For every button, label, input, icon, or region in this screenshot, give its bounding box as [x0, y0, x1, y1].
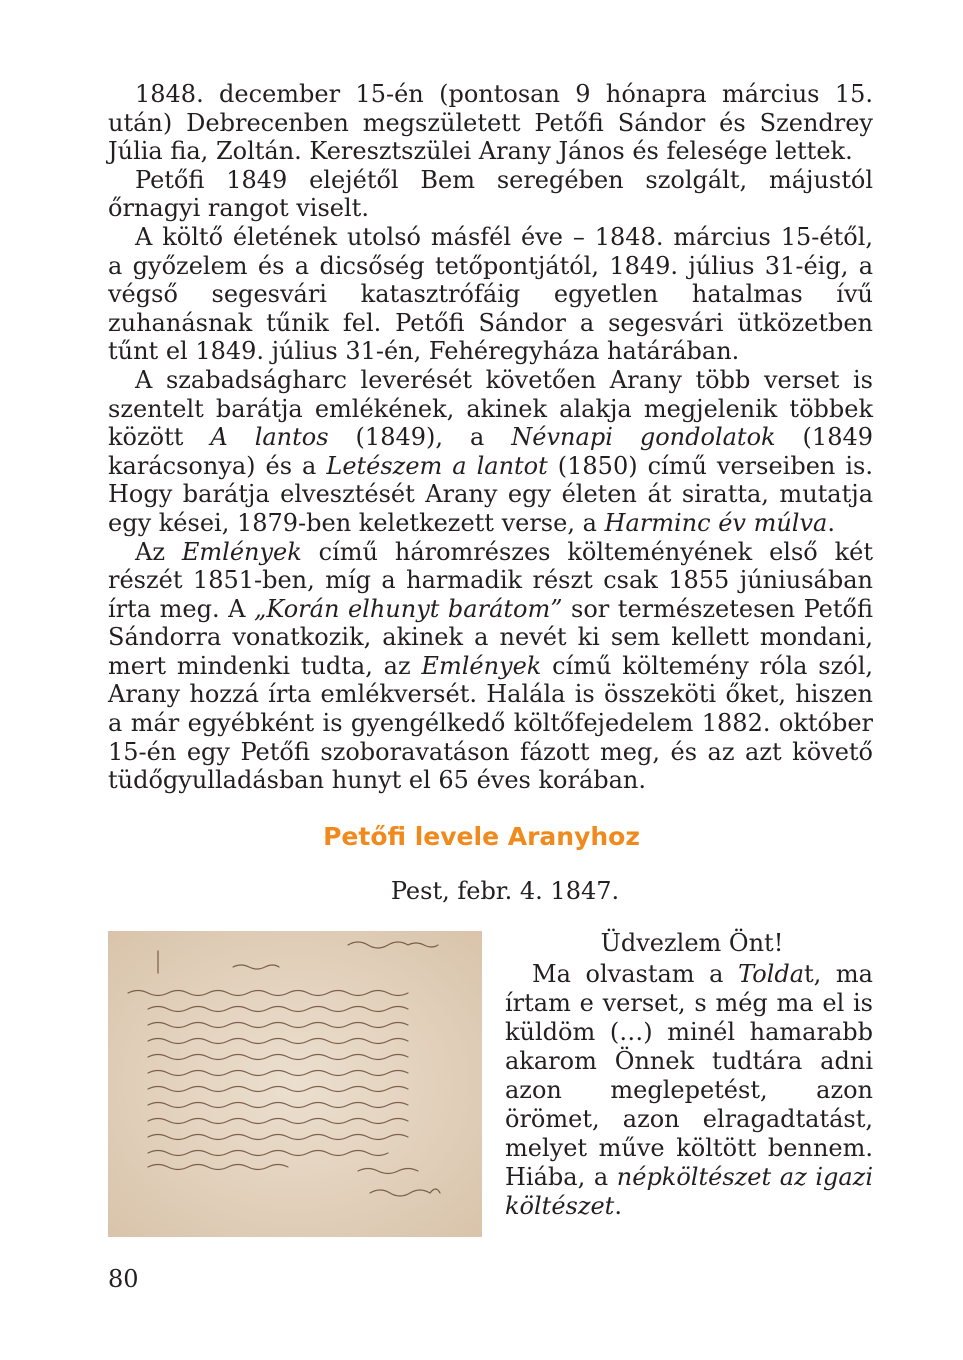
p4-text-a: A szabadságharc leverését követően Arany több verset is szentelt barátja emlékének, akinek alakja megjelenik többek között	[108, 365, 873, 452]
p5-quote: „Korán elhunyt barátom”	[254, 594, 563, 623]
letter-excerpt	[505, 929, 873, 1221]
paragraph-2	[108, 166, 873, 223]
p4-title-nevnapi: Névnapi gondolatok	[511, 423, 776, 452]
p3-text: A költő életének utolsó másfél éve – 1848. március 15-étől, a győzelem és a dicsőség tetőpontjától, 1849. július 31-éig, a végső segesvári katasztrófáig egyetlen hatalmas ívű zuhanásnak tűnik fel. Petőfi Sándor a segesvári ütközetben tűnt el 1849. július 31-én, Fehéregyháza határában.	[108, 222, 873, 366]
letter-body	[505, 960, 873, 1221]
body-text	[108, 80, 873, 795]
letter-manuscript-image	[108, 931, 482, 1237]
p1-text: 1848. december 15-én (pontosan 9 hónapra március 15. után) Debrecenben megszületett Petőfi Sándor és Szendrey Júlia fia, Zoltán. Keresztszülei Arany János és felesége lettek.	[108, 80, 873, 166]
paragraph-4	[108, 366, 873, 538]
p4-text-c: (1849 karácsonya) és a	[108, 423, 873, 480]
p4-text-d: (1850) című verseiben is. Hogy barátja elvesztését Arany egy életen át siratta, mutatja egy kései, 1879-ben keletkezett verse, a	[108, 451, 874, 537]
p5-title-emlenyek: Emlények	[181, 537, 302, 566]
p5-text-c: sor természetesen Petőfi Sándorra vonatkozik, akinek a nevét ki sem kellett mondani, mert mindenki tudta, az	[108, 594, 873, 680]
p4-title-a-lantos: A lantos	[210, 423, 329, 452]
p2-text: Petőfi 1849 elejétől Bem seregében szolgált, májustól őrnagyi rangot viselt.	[108, 165, 873, 223]
letter-greeting: Üdvezlem Önt!	[600, 929, 784, 957]
p4-title-harminc: Harminc év múlva	[604, 508, 828, 537]
paragraph-1	[108, 80, 873, 166]
letter-body-b: t, ma írtam e verset, s még ma el is küldöm (…) minél hamarabb akarom Önnek tudtára adni azon meglepetést, azon örömet, azon elragadtatást, melyet műve költött bennem. Hiába, a	[505, 960, 873, 1191]
section-heading: Petőfi levele Aranyhoz	[323, 822, 640, 851]
letter-emphasis: népköltészet az igazi költészet	[505, 1163, 873, 1220]
p5-title-emlenyek-2: Emlények	[421, 651, 542, 680]
letter-body-a: Ma olvastam a	[532, 960, 739, 988]
p4-text-b: (1849), a	[328, 423, 512, 452]
paragraph-3	[108, 223, 873, 366]
p5-text-b: című háromrészes költeményének első két részét 1851-ben, míg a harmadik részt csak 1855 júniusában írta meg. A	[108, 537, 874, 623]
p4-text-e: .	[827, 508, 835, 537]
p5-text-a: Az	[135, 537, 182, 566]
letter-title-toldi: Tolda	[738, 960, 805, 988]
p4-title-leteszem: Letészem a lantot	[326, 451, 548, 480]
manuscript-handwriting	[108, 931, 482, 1237]
letter-dateline: Pest, febr. 4. 1847.	[390, 877, 620, 905]
p5-text-d: című költemény róla szól, Arany hozzá írta emlékversét. Halála is összeköti őket, hiszen a már egyébként is gyengélkedő költőfejedelem 1882. október 15-én egy Petőfi szoboravatáson fázott meg, és az azt követő tüdőgyulladásban hunyt el 65 éves korában.	[108, 651, 873, 795]
page-number: 80	[108, 1265, 139, 1293]
paragraph-5	[108, 538, 873, 795]
letter-body-c: .	[614, 1192, 622, 1220]
